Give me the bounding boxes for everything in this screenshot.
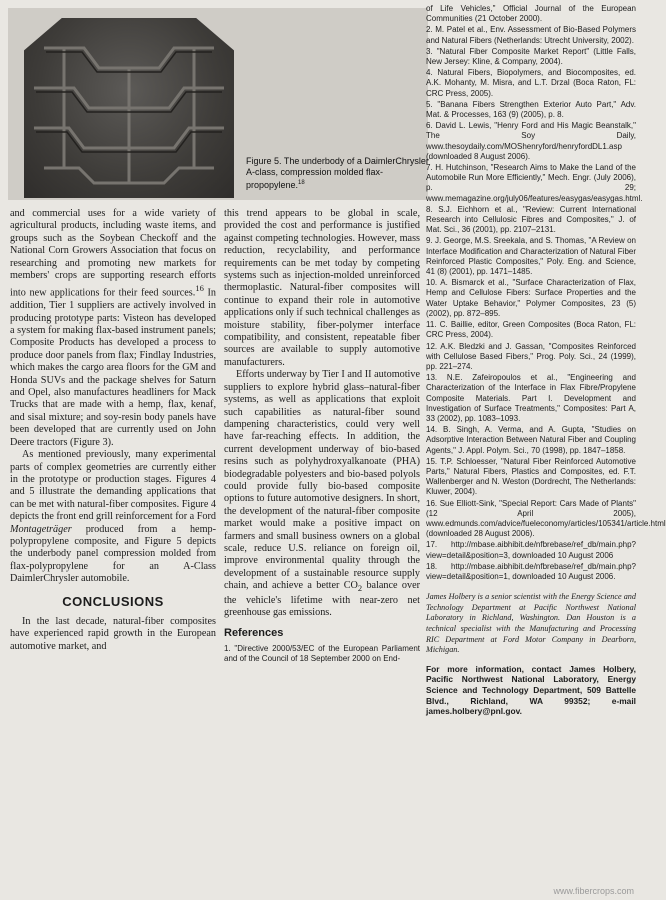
reference-item: of Life Vehicles," Official Journal of the European Communities (21 October 2000). [426,4,636,24]
reference-item: 4. Natural Fibers, Biopolymers, and Biocomposites, ed. A.K. Mohanty, M. Misra, and L.T. Drzal (Boca Raton, FL: CRC Press, 2005). [426,68,636,98]
reference-item: 2. M. Patel et al., Env. Assessment of Bio-Based Polymers and Natural Fibers (Netherlands: Utrecht University, 2002). [426,25,636,45]
reference-item: 16. Sue Elliott-Sink, "Special Report: Cars Made of Plants" (12 April 2005), www.edmunds.com/advice/fueleconomy/articles/105341/article.html (downloaded 28 August 2006). [426,498,666,539]
paragraph: this trend appears to be global in scale, provided the cost and performance is justified against competing technologies. However, mass reduction, recyclability, and performance requirements can be met today by competing systems such as injection-molded unreinforced thermoplastic. Natural-fiber composites will continue to expand their role in automotive applications only if such technical challenges as moisture stability, fiber-polymer interface compatibility, and consistent, repeatable fiber sources are available to supply automotive manufacturers. [224,208,420,368]
reference-item: 1. "Directive 2000/53/EC of the European Parliament and of the Council of 18 September 2000 on End- [224,643,420,663]
reference-item: 17. http://mbase.aibhibit.de/nfbrebase/ref_db/main.php?view=detail&position=3, downloaded 10 August 2006 [426,540,636,560]
paragraph: Efforts underway by Tier I and II automotive suppliers to explore hybrid glass–natural-fiber systems, as well as applications that exploit such capabilities as natural-fiber sound dampening characteristics, could very well have far-reaching effects. In addition, the current development underway of bio-based resins such as polyhydroxyalkanoate (PHA) biodegradable polyesters and bio-based polyols could provide fully bio-based composite options to future automotive designers. In short, the development of the natural-fiber composite market would make a positive impact on farmers and small business owners on a global scale, reduce U.S. reliance on foreign oil, improve environmental quality through the development of a sustainable resource supply chain, and achieve a better $CO_2$ balance over the vehicle's lifetime with near-zero net greenhouse gas emissions. [224,369,420,619]
reference-item: 6. David L. Lewis, "Henry Ford and His Magic Beanstalk," The Soy Daily, www.thesoydaily.com/MOShenryford/henryfordDL1.asp (downloaded 8 August 2006). [426,121,636,161]
reference-item: 14. B. Singh, A. Verma, and A. Gupta, "Studies on Adsorptive Interaction Between Natural Fiber and Coupling Agents," J. Appl. Polym. Sci., 70 (1998), pp. 1847–1858. [426,425,636,455]
underbody-photo [24,18,234,198]
author-bio: James Holbery is a senior scientist with the Energy Science and Technology Department at Pacific Northwest National Laboratory in Richland, Washington. Dan Houston is a technical specialist with the Manufacturing and Processing RIC Department at Ford Motor Company in Dearborn, Michigan. [426,592,636,655]
watermark: www.fibercrops.com [553,886,634,896]
reference-item: 12. A.K. Bledzki and J. Gassan, "Composites Reinforced with Cellulose Based Fibers," Prog. Poly. Sci., 24 (1999), pp. 221–274. [426,341,636,371]
reference-item: 7. H. Hutchinson, "Research Aims to Make the Land of the Automobile Run More Efficiently," Mech. Engr. (July 2006), p. 29; www.memagazine.org/july06/features/easygas/easygas.html. [426,163,643,203]
reference-item: 9. J. George, M.S. Sreekala, and S. Thomas, "A Review on Interface Modification and Characterization of Natural Fiber Reinforced Plastic Composites," Poly. Eng. and Science, 41 (8) (2001), pp. 1471–1485. [426,236,636,277]
reference-item: 5. "Banana Fibers Strengthen Exterior Auto Part," Adv. Mat. & Processes, 163 (9) (2005), p. 8. [426,99,636,120]
reference-item: 18. http://mbase.aibhibit.de/nfbrebase/ref_db/main.php?view=detail&position=1, downloaded 10 August 2006. [426,561,636,581]
column-2 [224,208,420,664]
reference-item: 3. "Natural Fiber Composite Market Report" (Little Falls, New Jersey: Kline, & Company, 2004). [426,46,636,67]
column-1 [10,208,216,653]
reference-item: 15. T.P. Schloesser, "Natural Fiber Reinforced Automotive Parts," Natural Fibers, Plastics and Composites, ed. F.T. Wallenberger and N. Weston (Dordrecht, The Netherlands: Kluwer, 2004). [426,456,636,497]
references-heading: References [224,627,284,640]
contact-info: For more information, contact James Holbery, Pacific Northwest National Laboratory, Energy Science and Technology Department, 509 Battelle Blvd., Richland, WA 99352; e-mail james.holbery@pnl.gov. [426,663,636,717]
column-3 [426,4,666,717]
reference-item: 11. C. Baillie, editor, Green Composites (Boca Raton, FL: CRC Press, 2004). [426,320,636,340]
reference-item: 13. N.E. Zafeiropoulos et al., "Engineering and Characterization of the Interface in Flax Fibre/Propylene Composite Materials. Part I. Development and Investigation of Surface Treatments," Composites: Part A, 33 (2002), pp. 1083–1093. [426,373,636,423]
reference-item: 8. S.J. Eichhorn et al., "Review: Current International Research into Cellulosic Fibres and Composites," J. of Mat. Sci., 36 (2001), pp. 2107–2131. [426,204,636,235]
paragraph: In the last decade, natural-fiber composites have experienced rapid growth in the European automotive market, and [10,615,216,652]
reference-item: 10. A. Bismarck et al., "Surface Characterization of Flax, Hemp and Cellulose Fibers: Surface Properties and the Water Uptake Behavior," Polymer Composites, 23 (5) (2002), pp. 872–895. [426,278,636,318]
reference-list [426,4,666,582]
underbody-pattern-graphic [24,18,234,198]
paragraph: As mentioned previously, many experimental parts of complex geometries are currently either in the prototype or production stages. Figures 4 and 5 illustrate the demanding applications that can be met with natural-fiber composites. Figure 4 depicts the front end grill reinforcement for a Ford Montageträger produced from a hemp-polypropylene composite, and Figure 5 depicts the underbody panel compression molded from flax-polypropylene for an A-Class DaimlerChrysler automobile. [10,449,216,585]
figure-5 [8,8,428,200]
paragraph: and commercial uses for a wide variety of agricultural products, including waste items, and groups such as the Soybean Checkoff and the National Corn Growers Association that focus on researching and promoting new markets for members' crops are supporting research efforts into new applications for their feed sources.$^{16}$ In addition, Tier 1 suppliers are actively involved in producing prototype parts: Visteon has developed a system for making flax-based instrument panels; Composite Products has developed a process to produce door panels from flax; Findlay Industries, which makes the cargo area floors for the GM and Honda SUVs and the package shelves for Saturn and Opel, also manufactures headliners for Mack Trucks that are made with a hemp, flax, kenaf, and sisal mixture; and soy-resin body panels have been developed that are currently used on John Deere tractors (Figure 3). [10,208,216,448]
conclusions-heading: CONCLUSIONS [62,593,164,609]
figure-caption: Figure 5. The underbody of a DaimlerChrysler A-class, compression molded flax-propopylene.$^{18}$ [246,156,429,190]
